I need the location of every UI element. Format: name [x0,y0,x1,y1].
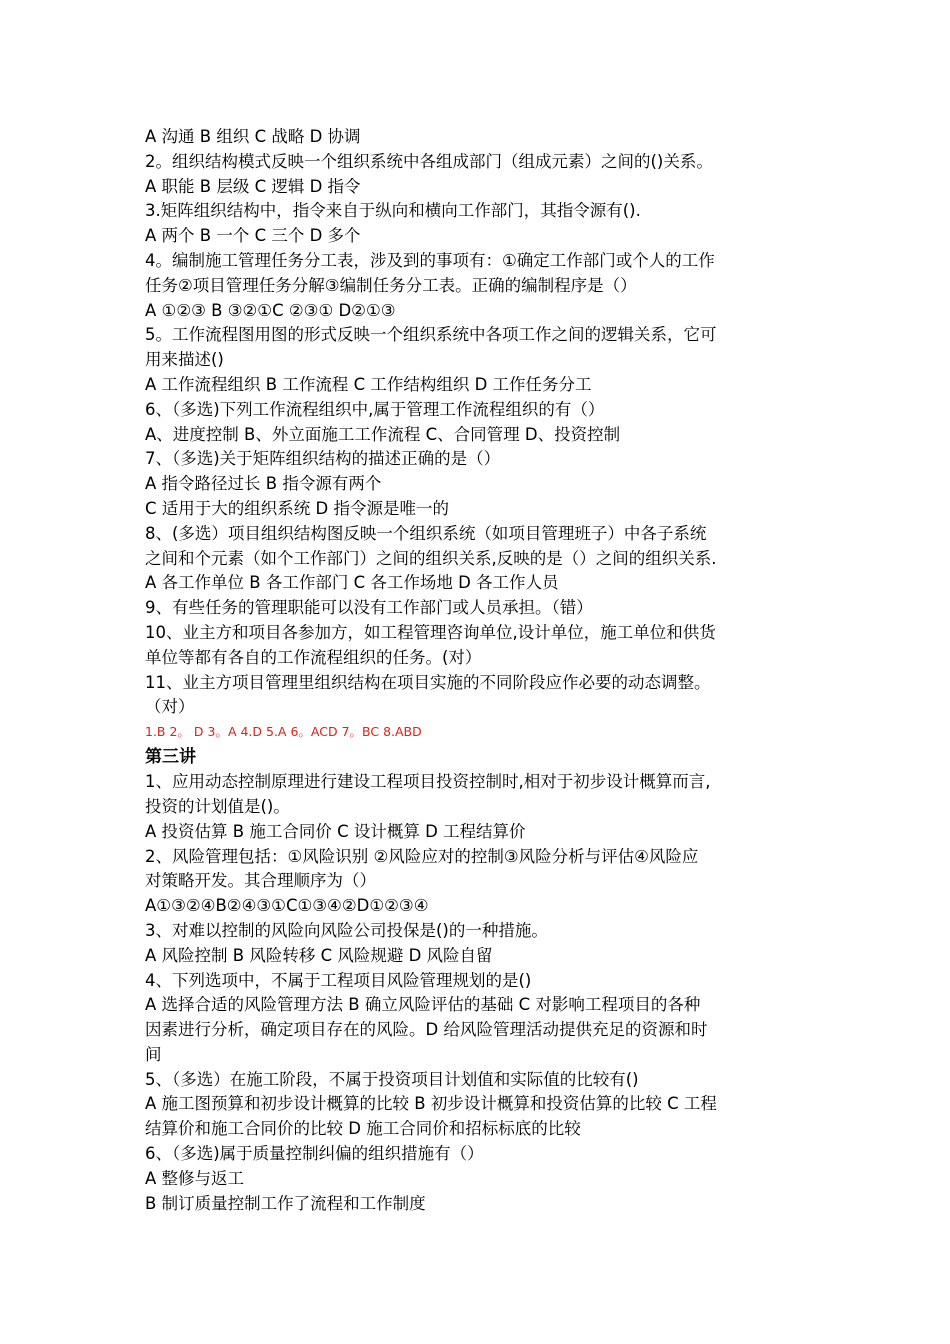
text-line: A①③②④B②④③①C①③④②D①②③④ [145,896,429,916]
text-line: 6、（多选)属于质量控制纠偏的组织措施有（） [145,1144,484,1164]
text-line: 8、(多选）项目组织结构图反映一个组织系统（如项目管理班子）中各子系统 [145,523,707,543]
text-line: A 工作流程组织 B 工作流程 C 工作结构组织 D 工作任务分工 [145,374,592,394]
text-line: A 沟通 B 组织 C 战略 D 协调 [145,127,361,146]
text-line: 间 [145,1044,162,1064]
answer-key: 1.B 2。 D 3。A 4.D 5.A 6。ACD 7。BC 8.ABD [145,724,422,740]
text-line: A 施工图预算和初步设计概算的比较 B 初步设计概算和投资估算的比较 C 工程 [145,1094,717,1114]
section-part2 [145,770,815,1216]
text-line: A ①②③ B ③②①C ②③① D②①③ [145,300,396,320]
text-line: A 选择合适的风险管理方法 B 确立风险评估的基础 C 对影响工程项目的各种 [145,995,701,1015]
text-line: 5。工作流程图用图的形式反映一个组织系统中各项工作之间的逻辑关系，它可 [145,325,717,345]
text-line: 单位等都有各自的工作流程组织的任务。(对） [145,647,482,667]
text-line: 9、有些任务的管理职能可以没有工作部门或人员承担。（错） [145,598,593,618]
text-line: 4。编制施工管理任务分工表，涉及到的事项有：①确定工作部门或个人的工作 [145,250,715,270]
text-line: B 制订质量控制工作了流程和工作制度 [145,1193,426,1213]
text-line: A 投资估算 B 施工合同价 C 设计概算 D 工程结算价 [145,821,526,841]
text-line: 用来描述() [145,350,224,370]
text-line: 11、业主方项目管理里组织结构在项目实施的不同阶段应作必要的动态调整。 [145,672,711,692]
text-line: A 两个 B 一个 C 三个 D 多个 [145,226,361,246]
text-line: 对策略开发。其合理顺序为（） [145,871,376,891]
text-line: 任务②项目管理任务分解③编制任务分工表。正确的编制程序是（） [145,275,637,295]
text-line: 因素进行分析，确定项目存在的风险。D 给风险管理活动提供充足的资源和时 [145,1020,708,1040]
text-line: A 指令路径过长 B 指令源有两个 [145,474,382,494]
text-line: 10、业主方和项目各参加方，如工程管理咨询单位,设计单位，施工单位和供货 [145,622,716,642]
text-line: 7、（多选)关于矩阵组织结构的描述正确的是（） [145,449,501,469]
text-line: 3.矩阵组织结构中，指令来自于纵向和横向工作部门，其指令源有(). [145,201,641,221]
text-line: A 风险控制 B 风险转移 C 风险规避 D 风险自留 [145,945,493,965]
text-line: 2、风险管理包括：①风险识别 ②风险应对的控制③风险分析与评估④风险应 [145,846,699,866]
text-line: A 整修与返工 [145,1168,245,1188]
document-page [145,125,815,1216]
section-heading: 第三讲 [145,747,196,768]
text-line: 结算价和施工合同价的比较 D 施工合同价和招标标底的比较 [145,1119,581,1139]
text-line: 2。组织结构模式反映一个组织系统中各组成部门（组成元素）之间的()关系。 [145,151,713,171]
text-line: C 适用于大的组织系统 D 指令源是唯一的 [145,498,449,518]
section-part1 [145,125,815,720]
text-line: 6、（多选)下列工作流程组织中,属于管理工作流程组织的有（） [145,399,605,419]
text-line: 之间和个元素（如个工作部门）之间的组织关系,反映的是（）之间的组织关系. [145,548,717,568]
text-line: A、进度控制 B、外立面施工工作流程 C、合同管理 D、投资控制 [145,424,621,444]
text-line: 1、应用动态控制原理进行建设工程项目投资控制时,相对于初步设计概算而言, [145,772,711,792]
text-line: A 职能 B 层级 C 逻辑 D 指令 [145,176,361,196]
text-line: 4、下列选项中，不属于工程项目风险管理规划的是() [145,970,532,990]
text-line: 5、（多选）在施工阶段，不属于投资项目计划值和实际值的比较有() [145,1069,639,1089]
text-line: 投资的计划值是()。 [145,796,290,816]
text-line: 3、对难以控制的风险向风险公司投保是()的一种措施。 [145,920,548,940]
text-line: A 各工作单位 B 各工作部门 C 各工作场地 D 各工作人员 [145,573,559,593]
text-line: （对） [145,697,195,717]
